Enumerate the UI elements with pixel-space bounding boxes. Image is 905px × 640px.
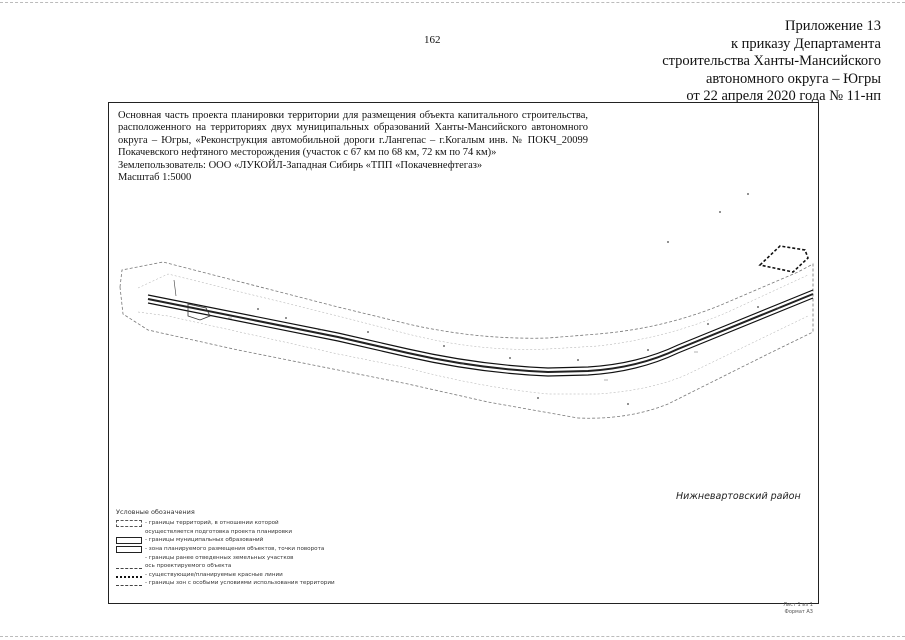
- legend-row: [116, 553, 406, 562]
- description-text: Основная часть проекта планировки территории для размещения объекта капитального строительства, расположенного на территориях двух муниципальных образований Ханты-Мансийского автономного округа – Югры, «Реконструкция автомобильной дороги г.Лангепас – г.Когалым инв. № ПОКЧ_20099 Покачевского нефтяного месторождения (участок с 67 км по 68 км, 72 км по 74 км)»: [118, 110, 588, 159]
- district-label: Нижневартовский район: [676, 491, 801, 502]
- legend-title: Условные обозначения: [116, 508, 195, 516]
- start-tick: [174, 280, 176, 296]
- dashed-zone-top-right: [760, 246, 808, 272]
- legend-text: ось проектируемого объекта: [145, 563, 232, 570]
- legend-symbol-thick-line: [116, 572, 142, 578]
- legend-text: - существующие/планируемые красные линии: [145, 571, 283, 578]
- legend-row: [116, 545, 406, 554]
- sheet-note: [783, 602, 813, 616]
- legend-text: - зона планируемого размещения объектов, точки поворота: [145, 546, 325, 553]
- inner-boundary: [138, 274, 808, 349]
- page-number: 162: [424, 34, 441, 46]
- map-scale: Масштаб 1:5000: [118, 172, 192, 184]
- legend-text: - границы территорий, в отношении которой: [145, 520, 279, 527]
- land-user: Землепользователь: ООО «ЛУКОЙЛ-Западная Сибирь «ТПП «Покачевнефтегаз»: [118, 159, 483, 171]
- appendix-line-4: автономного округа – Югры: [705, 70, 881, 87]
- legend-row: [116, 571, 406, 580]
- legend-text: - границы зон с особыми условиями использования территории: [145, 580, 335, 587]
- legend-row: [116, 528, 406, 537]
- legend-text: - границы муниципальных образований: [145, 537, 264, 544]
- appendix-line-1: Приложение 13: [785, 18, 881, 34]
- legend-row: [116, 579, 406, 588]
- road-edge-top: [148, 290, 813, 368]
- road-edge-bottom: [148, 298, 813, 376]
- legend-symbol-line: [116, 564, 142, 569]
- legend-symbol-box: [116, 537, 142, 544]
- legend-text: осуществляется подготовка проекта планировки: [145, 528, 293, 535]
- legend-symbol-line: [116, 581, 142, 586]
- legend-symbol-blank: [116, 528, 142, 535]
- legend: [116, 508, 406, 588]
- legend-symbol-box: [116, 546, 142, 553]
- sheet-format: Формат А3: [784, 609, 813, 615]
- sheet-number: Лист 1 из 1: [783, 602, 813, 608]
- legend-row: [116, 536, 406, 545]
- appendix-line-5: от 22 апреля 2020 года № 11-нп: [686, 88, 881, 104]
- appendix-header: [662, 18, 881, 106]
- bottom-scan-edge: [0, 636, 905, 637]
- legend-row: [116, 562, 406, 571]
- legend-row: [116, 519, 406, 528]
- legend-symbol-blank: [116, 554, 142, 561]
- top-scan-edge: [0, 2, 905, 3]
- road-axis: [148, 294, 813, 372]
- legend-text: - границы ранее отведенных земельных участков: [145, 554, 294, 561]
- appendix-line-3: строительства Ханты-Мансийского: [662, 53, 881, 69]
- legend-symbol-dashed: [116, 520, 142, 527]
- appendix-line-2: к приказу Департамента: [730, 35, 881, 52]
- project-description: [118, 110, 588, 184]
